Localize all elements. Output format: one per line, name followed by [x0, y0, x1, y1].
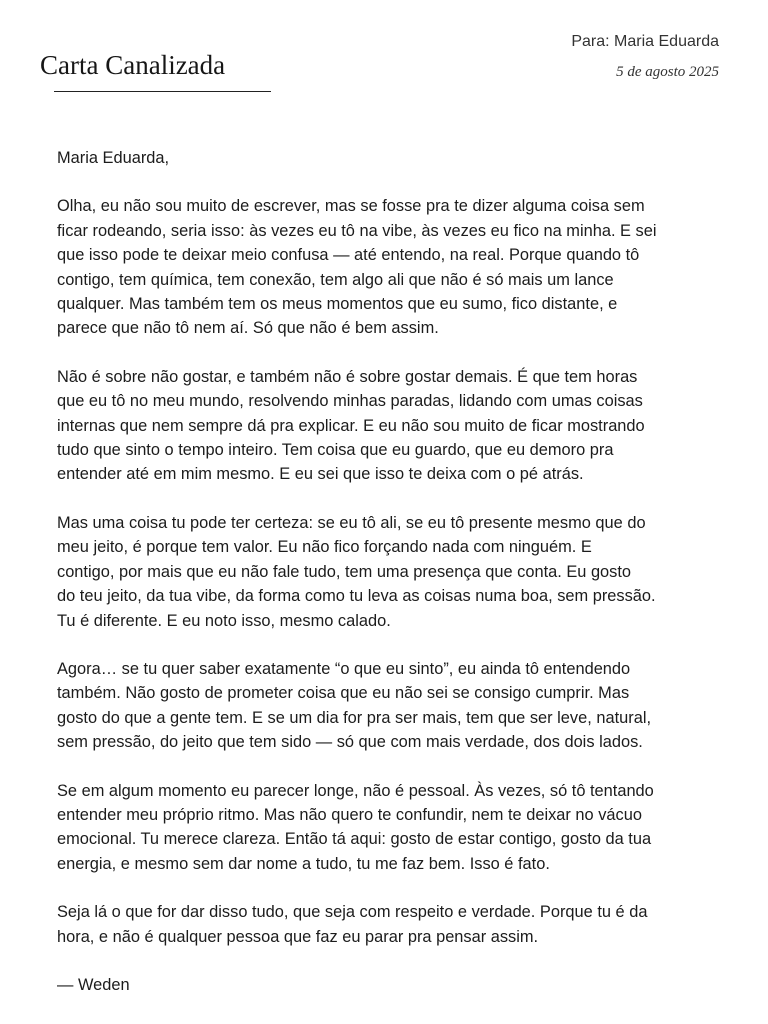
letter-line: tudo que sinto o tempo inteiro. Tem coisa que eu guardo, que eu demoro pra — [57, 441, 614, 460]
letter-line: parece que não tô nem aí. Só que não é bem assim. — [57, 319, 439, 338]
letter-line: Seja lá o que for dar disso tudo, que seja com respeito e verdade. Porque tu é da — [57, 903, 648, 922]
letter-line: entender meu próprio ritmo. Mas não quero te confundir, nem te deixar no vácuo — [57, 805, 642, 824]
letter-line: gosto do que a gente tem. E se um dia for pra ser mais, tem que ser leve, natural, — [57, 708, 652, 727]
letter-body — [57, 146, 717, 1021]
page-title: Carta Canalizada — [40, 50, 226, 80]
letter-date: 5 de agosto 2025 — [616, 64, 719, 80]
letter-paragraph — [57, 900, 717, 949]
letter-line: emocional. Tu merece clareza. Então tá aqui: gosto de estar contigo, gosto da tua — [57, 830, 652, 849]
letter-line: Mas uma coisa tu pode ter certeza: se eu tô ali, se eu tô presente mesmo que do — [57, 513, 646, 532]
letter-line: Se em algum momento eu parecer longe, não é pessoal. Às vezes, só tô tentando — [57, 781, 654, 800]
letter-line: internas que nem sempre dá pra explicar. E eu não sou muito de ficar mostrando — [57, 416, 645, 435]
letter-line: que eu tô no meu mundo, resolvendo minhas paradas, lidando com umas coisas — [57, 392, 643, 411]
letter-greeting: Maria Eduarda, — [57, 149, 170, 167]
letter-line: Tu é diferente. E eu noto isso, mesmo calado. — [57, 611, 391, 630]
recipient-line: Para: Maria Eduarda — [571, 33, 719, 50]
letter-line: entender até em mim mesmo. E eu sei que isso te deixa com o pé atrás. — [57, 465, 584, 484]
letter-line: contigo, tem química, tem conexão, tem algo ali que não é só mais um lance — [57, 270, 614, 289]
letter-line: que isso pode te deixar meio confusa — até entendo, na real. Porque quando tô — [57, 246, 640, 265]
letter-paragraph — [57, 194, 717, 340]
letter-paragraph — [57, 657, 717, 755]
letter-line: contigo, por mais que eu não fale tudo, tem uma presença que conta. Eu gosto — [57, 562, 632, 581]
title-underline — [54, 91, 271, 92]
letter-line: Agora… se tu quer saber exatamente “o que eu sinto”, eu ainda tô entendendo — [57, 659, 631, 678]
letter-paragraph — [57, 779, 717, 877]
letter-line: do teu jeito, da tua vibe, da forma como tu leva as coisas numa boa, sem pressão. — [57, 587, 656, 606]
letter-line: ficar rodeando, seria isso: às vezes eu tô na vibe, às vezes eu fico na minha. E sei — [57, 221, 657, 240]
letter-line: também. Não gosto de prometer coisa que eu não sei se consigo cumprir. Mas — [57, 684, 630, 703]
letter-signature: — Weden — [57, 975, 130, 994]
letter-line: meu jeito, é porque tem valor. Eu não fico forçando nada com ninguém. E — [57, 538, 592, 557]
letter-line: qualquer. Mas também tem os meus momentos que eu sumo, fico distante, e — [57, 295, 618, 314]
letter-line: sem pressão, do jeito que tem sido — só que com mais verdade, dos dois lados. — [57, 733, 643, 752]
letter-line: Olha, eu não sou muito de escrever, mas se fosse pra te dizer alguma coisa sem — [57, 197, 645, 216]
letter-paragraph — [57, 365, 717, 487]
letter-line: hora, e não é qualquer pessoa que faz eu parar pra pensar assim. — [57, 927, 539, 946]
letter-line: Não é sobre não gostar, e também não é sobre gostar demais. É que tem horas — [57, 367, 638, 386]
letter-line: energia, e mesmo sem dar nome a tudo, tu me faz bem. Isso é fato. — [57, 854, 550, 873]
letter-paragraph — [57, 511, 717, 633]
